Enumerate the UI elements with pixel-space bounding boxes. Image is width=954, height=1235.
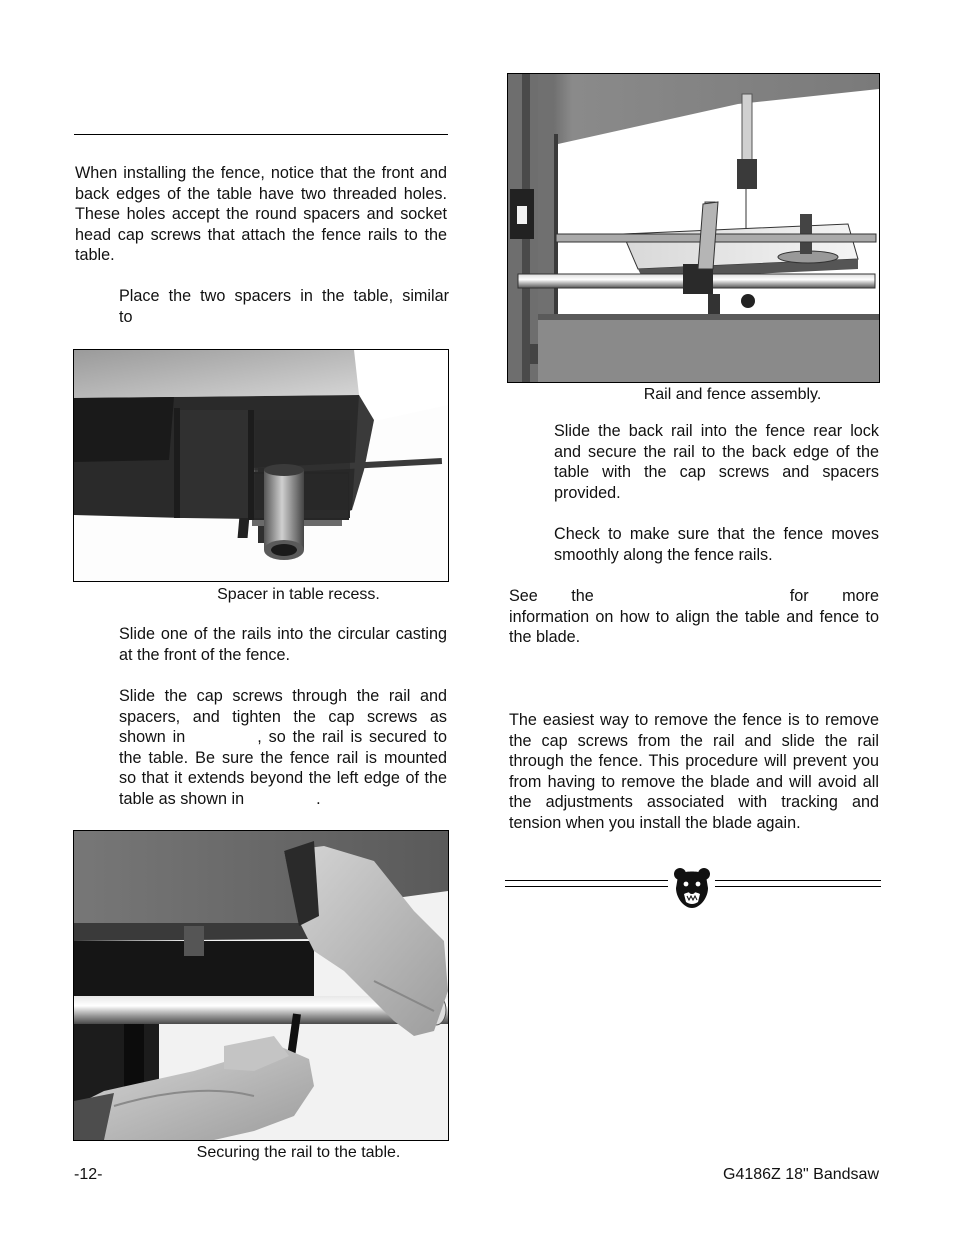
step-3-text: Slide the cap screws through the rail and spacers, and tighten the cap screws as shown in , so the rail is secured to the table. Be sure the fence rail is mounted so that it extends beyond the left edge of the table as shown in .: [119, 687, 448, 808]
bear-logo-icon: [672, 866, 712, 910]
figure-spacer-photo: [73, 349, 449, 582]
page-number: -12-: [74, 1166, 103, 1183]
figure-spacer-caption: Spacer in table recess.: [217, 586, 380, 603]
section-rule: [74, 134, 448, 135]
see-also-text: See the for more information on how to align the table and fence to the blade.: [509, 587, 879, 646]
figure-rail-fence-assembly-photo: [507, 73, 880, 383]
figure-securing-rail-photo: [73, 830, 449, 1141]
figure-rail-fence-assembly-caption: Rail and fence assembly.: [643, 386, 822, 403]
section-divider: [505, 866, 881, 912]
step-5-text: Check to make sure that the fence moves smoothly along the fence rails.: [554, 525, 879, 564]
intro-paragraph: When installing the fence, notice that the front and back edges of the table have two threaded holes. These holes accept the round spacers and socket head cap screws that attach the fence rails to the table.: [75, 164, 447, 264]
model-name: G4186Z 18" Bandsaw: [723, 1166, 879, 1183]
step-2-text: Slide one of the rails into the circular casting at the front of the fence.: [119, 625, 447, 664]
removal-paragraph: The easiest way to remove the fence is to remove the cap screws from the rail and slide the rail through the fence. This procedure will prevent you from having to remove the blade and will avoid all the adjustments associated with tracking and tension when you install the blade again.: [509, 711, 879, 832]
step-1-text: Place the two spacers in the table, similar to: [119, 287, 449, 326]
figure-securing-rail-caption: Securing the rail to the table.: [196, 1144, 401, 1161]
step-4-text: Slide the back rail into the fence rear lock and secure the rail to the back edge of the table with the cap screws and spacers provided.: [554, 422, 879, 502]
